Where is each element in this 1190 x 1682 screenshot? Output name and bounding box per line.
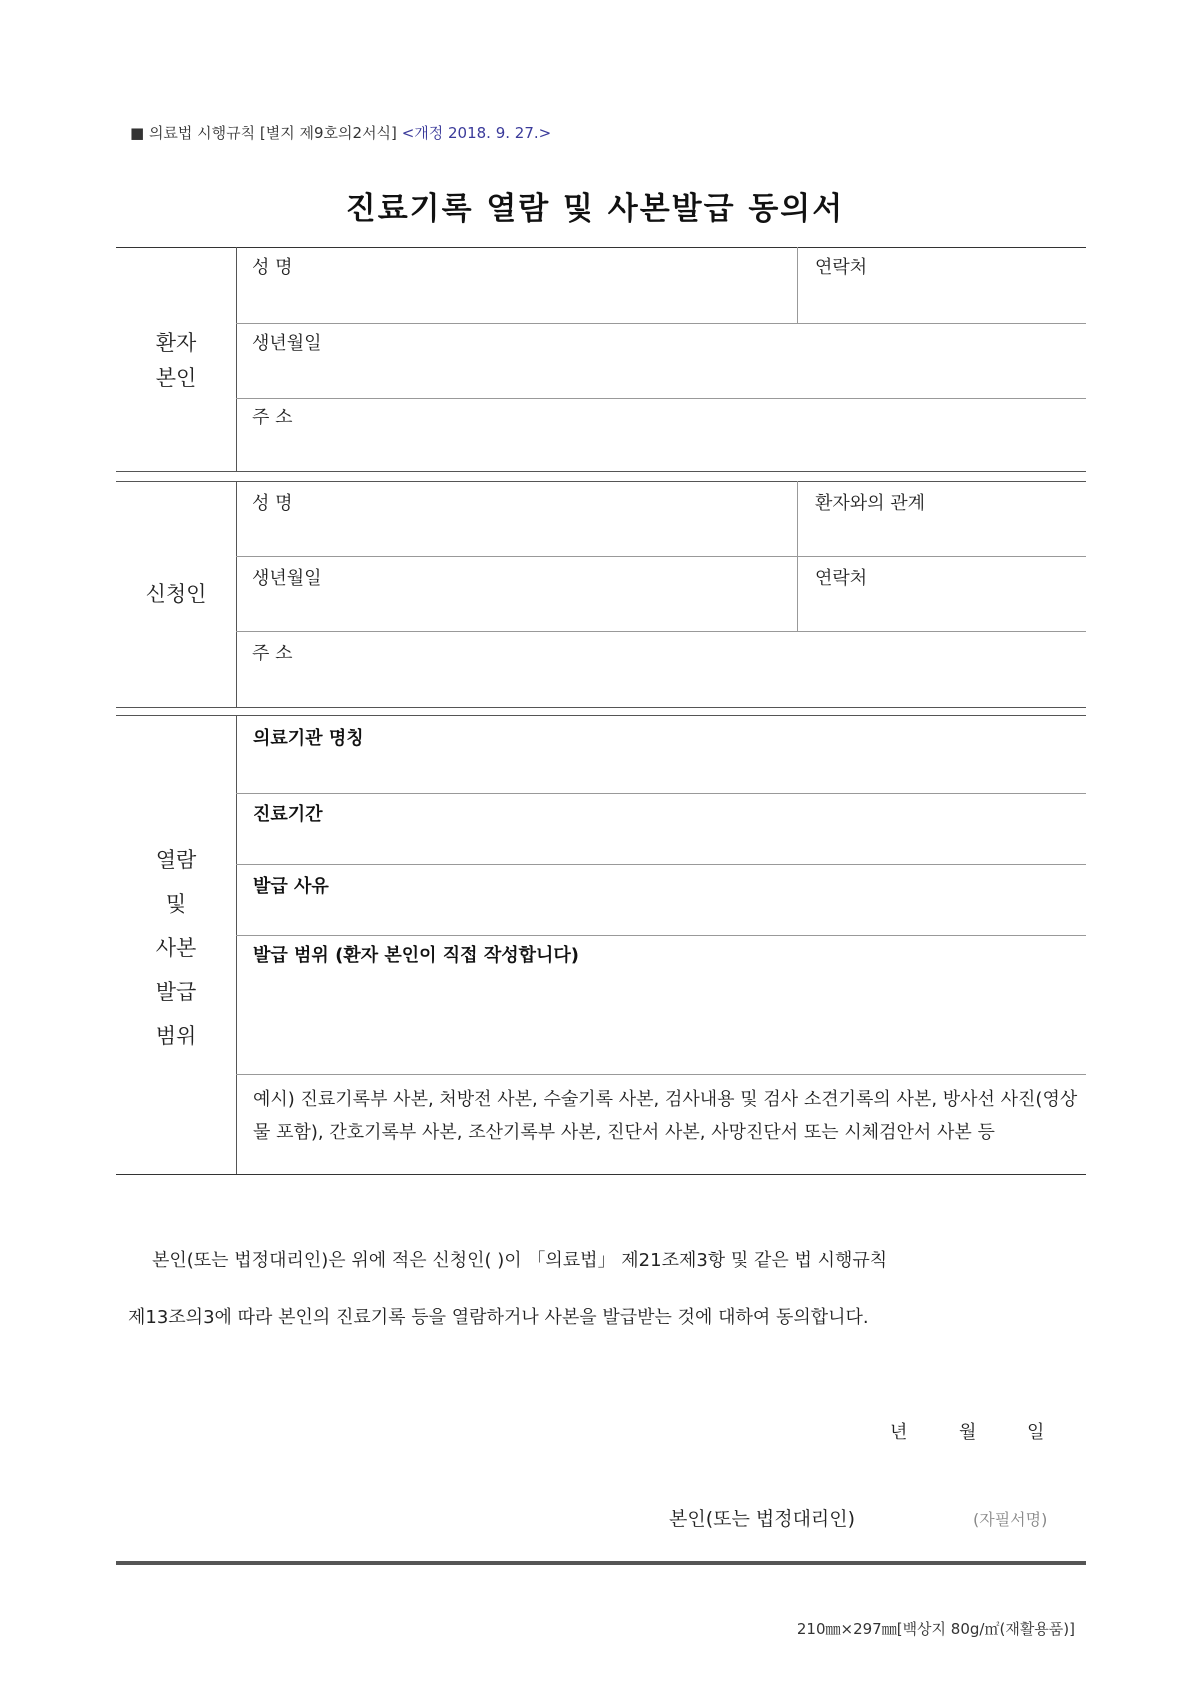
applicant-birth-field[interactable] [237, 585, 796, 630]
period-field[interactable] [237, 823, 1086, 863]
patient-section-label-line1: 환자 [155, 331, 197, 355]
patient-birth-label: 생년월일 [252, 333, 322, 354]
revision-date: <개정 2018. 9. 27.> [401, 124, 552, 142]
scope-top-border [116, 715, 1086, 716]
applicant-address-field[interactable] [237, 660, 1086, 706]
applicant-name-label: 성 명 [252, 493, 293, 514]
date-day-label: 일 [1027, 1422, 1045, 1443]
range-label: 발급 범위 (환자 본인이 직접 작성합니다) [253, 945, 579, 966]
patient-section-label-line2: 본인 [155, 366, 197, 390]
consent-line-2: 제13조의3에 따라 본인의 진료기록 등을 열람하거나 사본을 발급받는 것에 대하여 동의합니다. [128, 1307, 869, 1328]
patient-address-label: 주 소 [252, 407, 293, 428]
reason-field[interactable] [237, 895, 1086, 934]
scope-row-line [236, 864, 1086, 865]
signature-field[interactable] [880, 1496, 1080, 1530]
applicant-contact-label: 연락처 [815, 568, 868, 589]
applicant-row-line [236, 556, 1086, 557]
regulation-text: ■ 의료법 시행규칙 [별지 제9호의2서식] [130, 124, 397, 142]
applicant-contact-field[interactable] [798, 585, 1086, 630]
footer-divider [116, 1561, 1086, 1565]
applicant-bottom-border [116, 707, 1086, 708]
applicant-address-label: 주 소 [252, 643, 293, 664]
scope-label-line: 범위 [155, 1024, 197, 1048]
applicant-section-label: 신청인 [145, 582, 207, 606]
applicant-top-border [116, 481, 1086, 482]
paper-spec: 210㎜×297㎜[백상지 80g/㎡(재활용품)] [796, 1620, 1075, 1638]
applicant-relation-label: 환자와의 관계 [815, 493, 926, 514]
patient-birth-field[interactable] [237, 350, 1086, 397]
table-top-border [116, 247, 1086, 248]
scope-section-label [116, 838, 236, 1058]
patient-section-label [116, 326, 236, 396]
examples-text: 예시) 진료기록부 사본, 처방전 사본, 수술기록 사본, 검사내용 및 검사 소견기록의 사본, 방사선 사진(영상물 포함), 간호기록부 사본, 조산기록부 사본, 진단서 사본, 사망진단서 또는 시체검안서 사본 등 [253, 1089, 1078, 1143]
patient-contact-field[interactable] [798, 274, 1086, 322]
form-reference [130, 122, 551, 143]
patient-name-label: 성 명 [252, 257, 293, 278]
applicant-relation-field[interactable] [798, 510, 1086, 555]
table-bottom-border [116, 1174, 1086, 1175]
date-year-label: 년 [890, 1422, 908, 1443]
scope-label-line: 발급 [155, 980, 197, 1004]
applicant-birth-label: 생년월일 [252, 568, 322, 589]
signature-label: 본인(또는 법정대리인) [669, 1508, 856, 1530]
patient-contact-label: 연락처 [815, 257, 868, 278]
scope-row-line [236, 935, 1086, 936]
patient-bottom-border [116, 471, 1086, 472]
scope-label-line: 열람 [155, 848, 197, 872]
applicant-row-line [236, 631, 1086, 632]
signature-hint: (자필서명) [973, 1510, 1048, 1529]
date-month-label: 월 [959, 1422, 977, 1443]
scope-label-line: 사본 [155, 936, 197, 960]
applicant-name-field[interactable] [237, 510, 796, 555]
reason-label: 발급 사유 [253, 876, 329, 897]
patient-row-line [236, 398, 1086, 399]
period-label: 진료기간 [253, 804, 323, 825]
scope-row-line [236, 793, 1086, 794]
patient-name-field[interactable] [237, 274, 796, 322]
consent-line-1: 본인(또는 법정대리인)은 위에 적은 신청인( )이 「의료법」 제21조제3항 및 같은 법 시행규칙 [152, 1250, 888, 1271]
institution-label: 의료기관 명칭 [253, 728, 364, 749]
scope-label-line: 및 [165, 892, 187, 916]
page-title: 진료기록 열람 및 사본발급 동의서 [345, 191, 845, 227]
scope-row-line [236, 1074, 1086, 1075]
patient-row-line [236, 323, 1086, 324]
range-field[interactable] [237, 966, 1086, 1073]
institution-field[interactable] [237, 748, 1086, 792]
patient-address-field[interactable] [237, 424, 1086, 470]
